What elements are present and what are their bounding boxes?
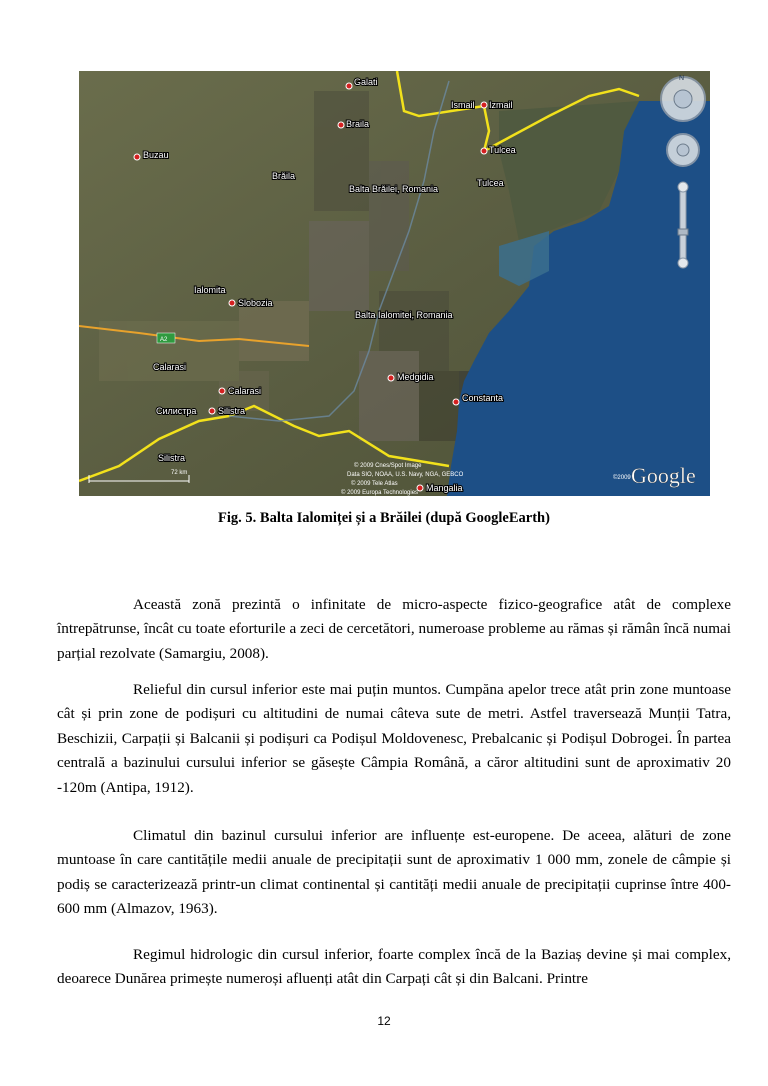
place-label: Medgidia (397, 372, 434, 382)
place-label: Slobozia (238, 298, 273, 308)
region-label: Calarasi (153, 362, 187, 372)
place-label: Izmail (489, 100, 513, 110)
region-label: Silistra (158, 453, 186, 463)
place-label: Calarasi (228, 386, 262, 396)
region-label: Tulcea (477, 178, 504, 188)
svg-text:72 km: 72 km (171, 470, 188, 476)
zoom-out-icon[interactable] (678, 258, 688, 268)
paragraph: Relieful din cursul inferior este mai puțin muntos. Cumpăna apelor trece atât prin zone muntoase cât și prin zone de podișuri cu altitudini de numai câteva sute de metri. Astfel traversează Munții Tatra, Beschizii, Carpații și Balcanii și podișuri ca Podișul Moldovenesc, Prebalcanic și Podișul Dobrogei. În partea centrală a bazinului cursului inferior se găsește Câmpia Română, a căror altitudini sunt de aproximativ 20 -120m (Antipa, 1912). (57, 681, 731, 796)
place-label: Mangalia (426, 483, 463, 493)
copyright-year: ©2009 (613, 475, 631, 481)
place-label: Buzau (143, 150, 169, 160)
attribution-line: Data SIO, NOAA, U.S. Navy, NGA, GEBCO (347, 472, 464, 478)
zoom-in-icon[interactable] (678, 182, 688, 192)
figure-caption: Fig. 5. Balta Ialomiței și a Brăilei (după GoogleEarth) (218, 510, 550, 526)
attribution-line: © 2009 Cnes/Spot Image (354, 463, 422, 469)
zoom-handle[interactable] (678, 229, 688, 235)
zoom-slider[interactable] (680, 183, 686, 263)
place-label: Balta Ialomitei, Romania (355, 310, 453, 320)
place-label: Galati (354, 77, 378, 87)
satellite-map-figure (79, 71, 710, 496)
place-label: Ismail (451, 100, 475, 110)
place-label: Constanta (462, 393, 504, 403)
compass-n-icon: N (679, 75, 685, 82)
attribution-line: © 2009 Europa Technologies (341, 490, 419, 496)
page-number: 12 (377, 1014, 391, 1028)
paragraph: Regimul hidrologic din cursul inferior, foarte complex încă de la Baziaș devine și mai complex, deoarece Dunărea primește numeroși afluenți atât din Carpați cât și din Balcani. Printre (57, 946, 731, 988)
paragraph: Această zonă prezintă o infinitate de micro-aspecte fizico-geografice atât de complexe întrepătrunse, încât cu toate eforturile a zeci de cercetători, numeroase probleme au rămas și rămân încă numai parțial rezolvate (Samargiu, 2008). (57, 596, 731, 662)
place-label: Ialomita (194, 285, 226, 295)
region-label: Brăila (272, 171, 296, 181)
road-sign-label: A2 (160, 337, 168, 343)
place-label: Balta Brăilei, Romania (349, 184, 439, 194)
attribution-line: © 2009 Tele Atlas (351, 481, 398, 487)
google-logo: Google (631, 463, 696, 488)
place-label: Braila (346, 119, 370, 129)
place-label: Tulcea (489, 145, 516, 155)
place-label: Silistra (218, 406, 246, 416)
place-label: Силистра (156, 406, 197, 416)
paragraph: Climatul din bazinul cursului inferior are influențe est-europene. De aceea, alături de zone muntoase în care cantitățile medii anuale de precipitații sunt de aproximativ 1 000 mm, zonele de câmpie și podiș se caracterizează printr-un climat continental și cantități medii anuale de precipitații cuprinse între 400-600 mm (Almazov, 1963). (57, 827, 731, 918)
